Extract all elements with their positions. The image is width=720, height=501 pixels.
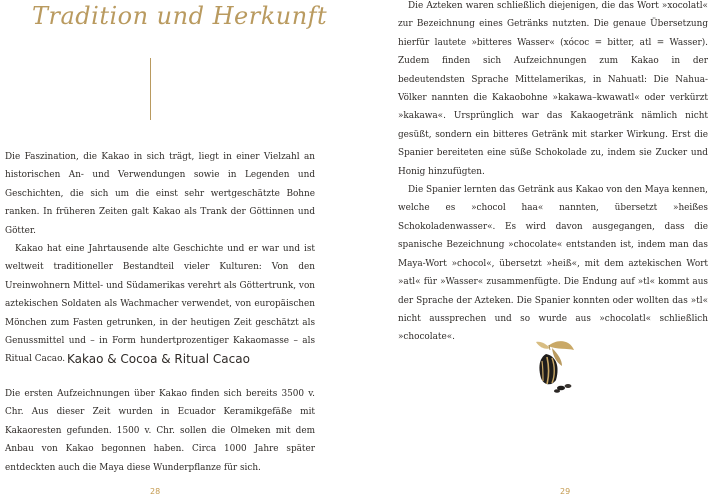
section-text: [5, 385, 315, 477]
cacao-pod-icon: [528, 336, 576, 394]
right-text: [398, 0, 708, 347]
page-number-right: 29: [560, 487, 571, 496]
page-title: Tradition und Herkunft: [32, 2, 328, 30]
intro-paragraph-1: Die Faszination, die Kakao in sich trägt, liegt in einer Vielzahl an historischen An- und Verwendungen sowie in Legenden und Geschichten, die sich um die einst sehr wertgeschätzte Bohne ranken. In früheren Zeiten galt Kakao als Trank der Göttinnen und Götter.: [5, 152, 315, 236]
right-page: [360, 0, 720, 501]
intro-paragraph-2: Kakao hat eine Jahrtausende alte Geschichte und er war und ist weltweit traditioneller Bestandteil vieler Kulturen: Von den Ureinwohnern Mittel- und Südamerikas verehrt als Göttertrunk, von aztekischen Soldaten als Wachmacher verwendet, von europäischen Mönchen zum Fasten getrunken, in der heutigen Zeit geschätzt als Genussmittel und – in Form hundertprozentiger Kakaomasse – als Ritual Cacao.: [5, 244, 315, 365]
right-paragraph-2: Die Spanier lernten das Getränk aus Kakao von den Maya kennen, welche es »chocol haa« nannten, übersetzt »heißes Schokoladenwasser«. Es wird davon ausgegangen, dass die spanische Bezeichnung »chocolate« entstanden ist, indem man das Maya-Wort »chocol«, übersetzt »heiß«, mit dem aztekischen Wort »atl« für »Wasser« zusammenfügte. Die Endung auf »tl« kommt aus der Sprache der Azteken. Die Spanier konnten oder wollten das »tl« nicht aussprechen und so wurde aus »chocolatl« schließlich »chocolate«.: [398, 185, 708, 343]
intro-text: [5, 148, 315, 369]
right-paragraph-1: Die Azteken waren schließlich diejenigen, die das Wort »xocolatl« zur Bezeichnung eines Getränks nutzten. Die genaue Übersetzung hierfür lautete »bitteres Wasser« (xócoc = bitter, atl = Wasser). Zudem finden sich Aufzeichnungen zum Kakao in der bedeutendsten Sprache Mittelamerikas, in Nahuatl: Die Nahua-Völker nannten die Kakaobohne »kakawa–kwawatl« oder verkürzt »kakawa«. Ursprünglich war das Kakaogetränk nämlich nicht gesüßt, sondern ein bitteres Getränk mit starker Wirkung. Erst die Spanier bereiteten eine süße Schokolade zu, indem sie Zucker und Honig hinzufügten.: [398, 1, 708, 177]
section-paragraph: Die ersten Aufzeichnungen über Kakao finden sich bereits 3500 v. Chr. Aus dieser Zeit wurden in Ecuador Keramikgefäße mit Kakaoresten gefunden. 1500 v. Chr. sollen die Olmeken mit dem Anbau von Kakao begonnen haben. Circa 1000 Jahre später entdeckten auch die Maya diese Wunderpflanze für sich.: [5, 389, 315, 473]
title-divider: [150, 58, 151, 120]
page-number-left: 28: [150, 487, 161, 496]
section-heading: Kakao & Cocoa & Ritual Cacao: [67, 352, 250, 366]
